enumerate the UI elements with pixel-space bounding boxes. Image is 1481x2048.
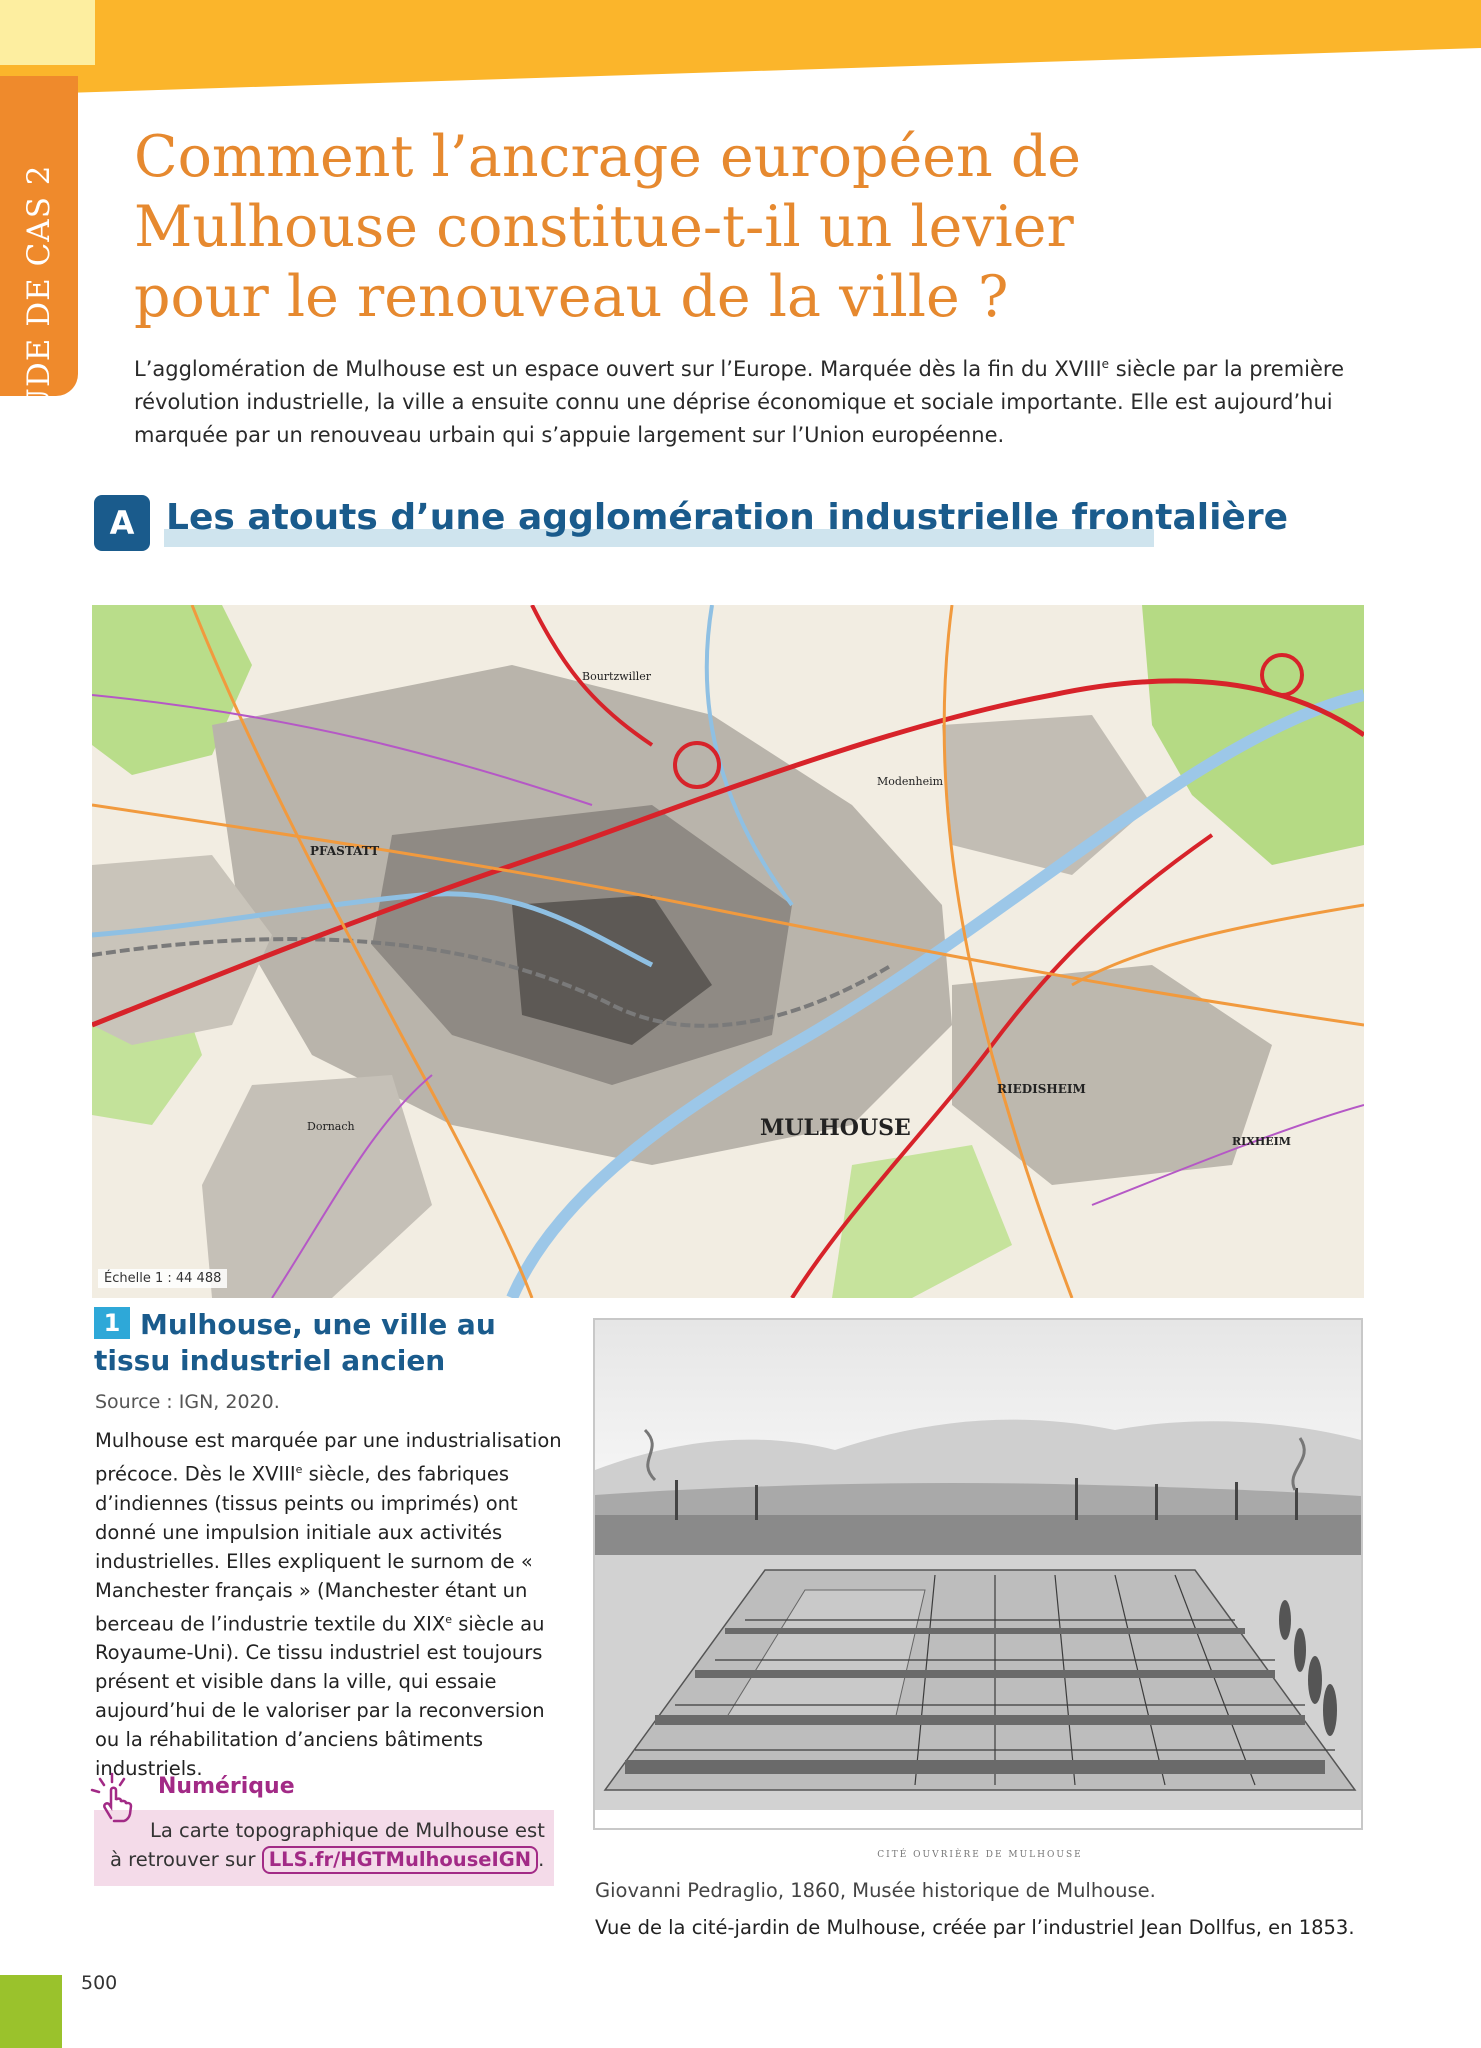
intro-sup: e [1101,357,1110,371]
footer-color-bar [0,1975,62,2048]
header-corner [0,0,95,65]
document-body-2: siècle, des fabriques d’indiennes (tissus peints ou imprimés) ont donné une impulsion initiale aux activités industrielles. Elles expliquent le surnom de « Manchester français » (Manchester étant un berceau de l’industrie textile du XIX [95,1462,533,1635]
top-header-band [0,0,1481,95]
document-body-3: siècle au Royaume-Uni). Ce tissu industriel est toujours présent et visible dans la ville, qui essaie aujourd’hui de le valoriser par la reconversion ou la réhabilitation d’anciens bâtiments industriels. [95,1612,545,1780]
topographic-map [92,605,1364,1298]
title-line-3: pour le renouveau de la ville ? [134,264,1009,330]
engraving-legend: CITÉ OUVRIÈRE DE MULHOUSE [877,1850,1083,1860]
title-line-1: Comment l’ancrage européen de [134,124,1082,190]
document-body-1: Mulhouse est marquée par une industrialisation précoce. Dès le XVIII [95,1429,562,1486]
touch-hand-icon [84,1770,140,1826]
numerique-text [110,1816,550,1874]
map-scale: Échelle 1 : 44 488 [98,1269,227,1288]
document-number: 1 [94,1307,130,1339]
document-title: Mulhouse, une ville au tissu industriel ancien [94,1308,496,1377]
intro-text-2: siècle par la première révolution industrielle, la ville a ensuite connu une déprise économique et sociale importante. Elle est aujourd’hui marquée par un renouveau urbain qui s’appuie largement sur l’Union européenne. [134,357,1345,447]
map-label-mulhouse: MULHOUSE [760,1115,911,1141]
map-label-modenheim: Modenheim [877,775,944,788]
document-source: Source : IGN, 2020. [95,1391,280,1413]
document-body-sup-1: e [295,1463,303,1476]
numerique-text-end: . [538,1848,545,1871]
numerique-box [84,1770,554,1888]
side-tab [0,76,78,460]
map-label-pfastatt: PFASTATT [310,844,380,858]
page-number: 500 [81,1972,118,1994]
document-body-sup-2: e [445,1612,453,1626]
section-title: Les atouts d’une agglomération industrielle frontalière [166,497,1289,538]
side-tab-label: ÉTUDE DE CAS 2 [21,164,57,460]
section-letter-badge: A [94,495,150,551]
map-label-dornach: Dornach [307,1120,355,1133]
numerique-link[interactable]: LLS.fr/HGTMulhouseIGN [262,1846,538,1874]
engraving-caption-source: Giovanni Pedraglio, 1860, Musée historique de Mulhouse. [595,1879,1156,1902]
map-label-riedisheim: RIEDISHEIM [997,1082,1086,1096]
numerique-title: Numérique [158,1774,295,1799]
map-label-rixheim: RIXHEIM [1232,1135,1291,1148]
document-body [95,1426,573,1783]
numerique-text-main: La carte topographique de Mulhouse est à retrouver sur [110,1819,545,1871]
document-heading [94,1307,564,1379]
numerique-panel [94,1810,554,1886]
intro-paragraph [134,348,1349,452]
map-label-bourtzwiller: Bourtzwiller [582,670,652,683]
intro-text-1: L’agglomération de Mulhouse est un espace ouvert sur l’Europe. Marquée dès la fin du XVIII [134,357,1102,381]
engraving-illustration [593,1318,1363,1830]
title-line-2: Mulhouse constitue-t-il un levier [134,194,1074,260]
page-title [134,122,1384,332]
engraving-caption-description: Vue de la cité-jardin de Mulhouse, créée par l’industriel Jean Dollfus, en 1853. [595,1916,1355,1939]
